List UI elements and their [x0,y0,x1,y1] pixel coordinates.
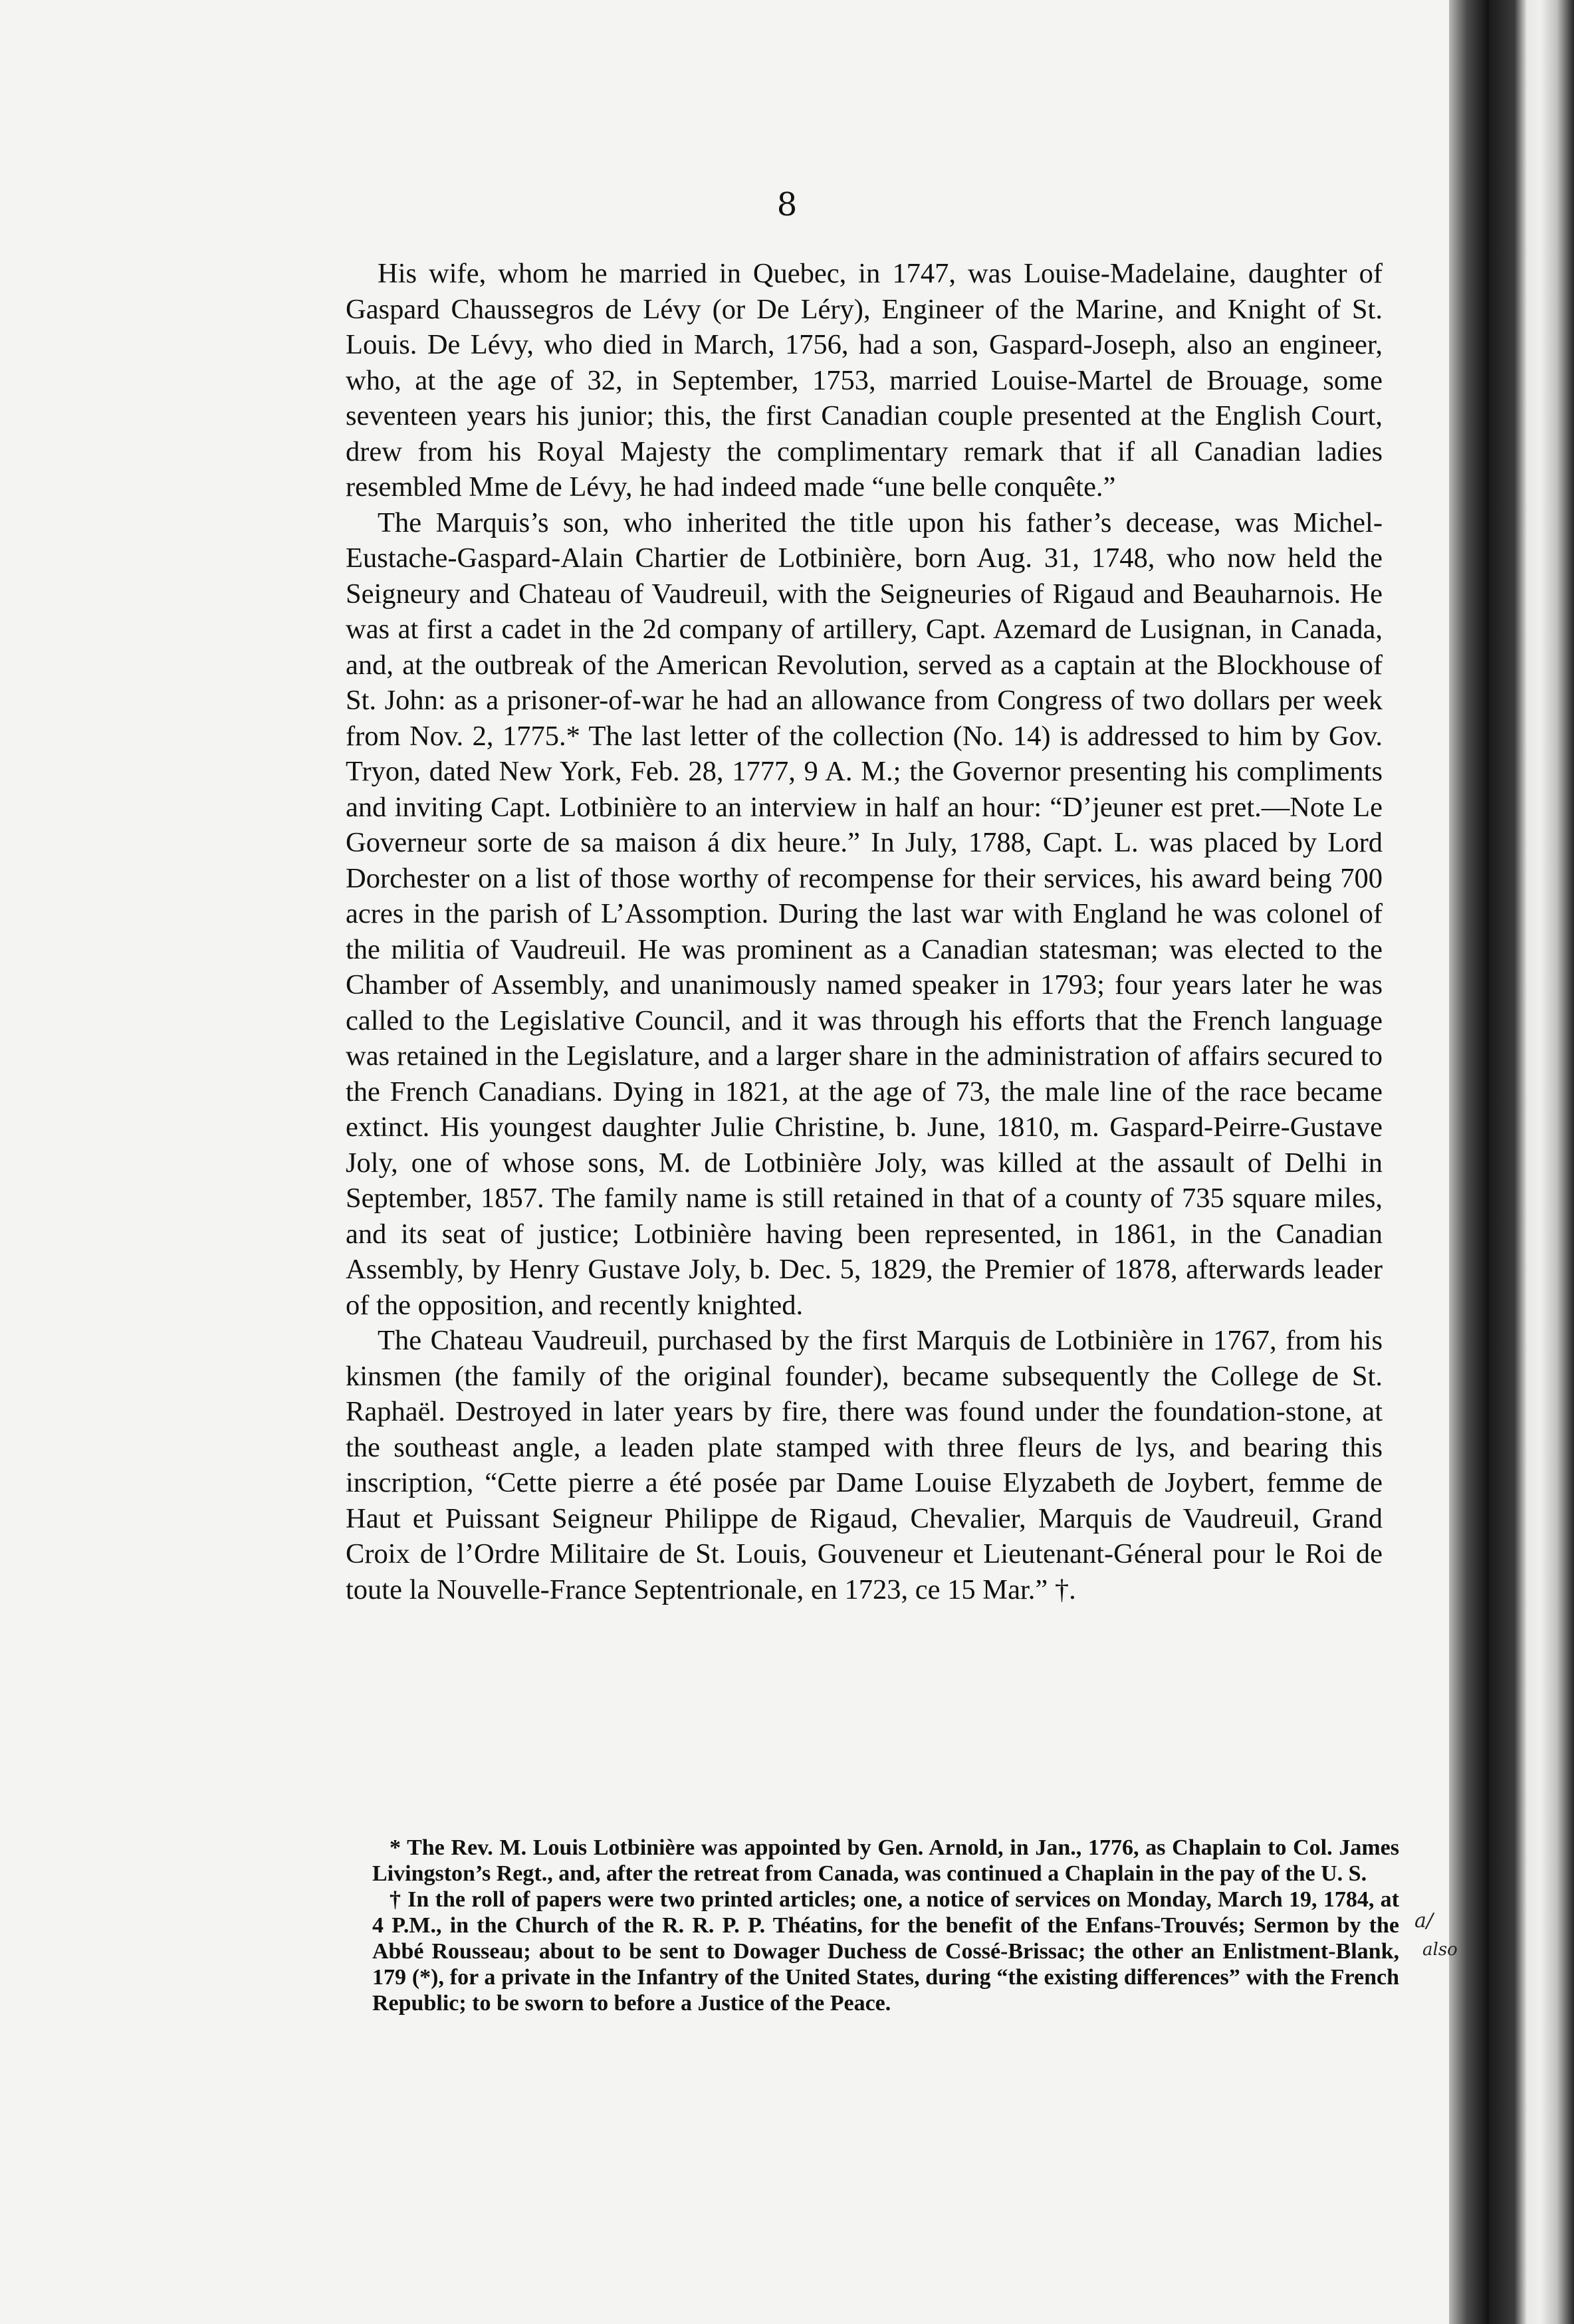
body-text [346,256,1383,1607]
paragraph-2: The Marquis’s son, who inherited the title upon his father’s decease, was Michel-Eustache-Gaspard-Alain Chartier de Lotbinière, born Aug. 31, 1748, who now held the Seigneury and Chateau of Vaudreuil, with the Seigneuries of Rigaud and Beauharnois. He was at first a cadet in the 2d company of artillery, Capt. Azemard de Lusignan, in Canada, and, at the outbreak of the American Revolution, served as a captain at the Blockhouse of St. John: as a prisoner-of-war he had an allowance from Congress of two dollars per week from Nov. 2, 1775.* The last letter of the collection (No. 14) is addressed to him by Gov. Tryon, dated New York, Feb. 28, 1777, 9 A. M.; the Governor presenting his compliments and inviting Capt. Lotbinière to an interview in half an hour: “D’jeuner est pret.—Note Le Governeur sorte de sa maison á dix heure.” In July, 1788, Capt. L. was placed by Lord Dorchester on a list of those worthy of recompense for their services, his award being 700 acres in the parish of L’Assomption. During the last war with England he was colonel of the militia of Vaudreuil. He was prominent as a Canadian statesman; was elected to the Chamber of Assembly, and unanimously named speaker in 1793; four years later he was called to the Legislative Council, and it was through his efforts that the French language was retained in the Legislature, and a larger share in the administration of affairs secured to the French Canadians. Dying in 1821, at the age of 73, the male line of the race became extinct. His youngest daughter Julie Christine, b. June, 1810, m. Gaspard-Peirre-Gustave Joly, one of whose sons, M. de Lotbinière Joly, was killed at the assault of Delhi in September, 1857. The family name is still retained in that of a county of 735 square miles, and its seat of justice; Lotbinière having been represented, in 1861, in the Canadian Assembly, by Henry Gustave Joly, b. Dec. 5, 1829, the Premier of 1878, afterwards leader of the opposition, and recently knighted. [346,507,1383,1321]
margin-note-2: also [1422,1940,1458,1960]
margin-note-1: a/ [1414,1909,1433,1932]
paragraph-3: The Chateau Vaudreuil, purchased by the first Marquis de Lotbinière in 1767, from his kinsmen (the family of the original founder), became subsequently the College de St. Raphaël. Destroyed in later years by fire, there was found under the foundation-stone, at the southeast angle, a leaden plate stamped with three fleurs de lys, and bearing this inscription, “Cette pierre a été posée par Dame Louise Elyzabeth de Joybert, femme de Haut et Puissant Seigneur Philippe de Rigaud, Chevalier, Marquis de Vaudreuil, Grand Croix de l’Ordre Militaire de St. Louis, Gouveneur et Lieutenant-Géneral pour le Roi de toute la Nouvelle-France Septentrionale, en 1723, ce 15 Mar.” †. [346,1325,1383,1605]
footnote-2: † In the roll of papers were two printed articles; one, a notice of services on Monday, March 19, 1784, at 4 P.M., in the Church of the R. R. P. P. Théatins, for the benefit of the Enfans-Trouvés; Sermon by the Abbé Rousseau; about to be sent to Dowager Duchess de Cossé-Brissac; the other an Enlistment-Blank, 179 (*), for a private in the Infantry of the United States, during “the existing differences” with the French Republic; to be sworn to before a Justice of the Peace. [372,1887,1399,2016]
footnote-1: * The Rev. M. Louis Lotbinière was appointed by Gen. Arnold, in Jan., 1776, as Chaplain to Col. James Livingston’s Regt., and, after the retreat from Canada, was continued a Chaplain in the pay of the U. S. [372,1835,1399,1886]
page-number: 8 [776,186,798,223]
next-page-edge [1489,0,1574,2324]
paragraph-1: His wife, whom he married in Quebec, in 1747, was Louise-Madelaine, daughter of Gaspard Chaussegros de Lévy (or De Léry), Engineer of the Marine, and Knight of St. Louis. De Lévy, who died in March, 1756, had a son, Gaspard-Joseph, also an engineer, who, at the age of 32, in September, 1753, married Louise-Martel de Brouage, some seventeen years his junior; this, the first Canadian couple presented at the English Court, drew from his Royal Majesty the complimentary remark that if all Canadian ladies resembled Mme de Lévy, he had indeed made “une belle conquête.” [346,258,1383,503]
footnotes [372,1835,1399,2016]
page-edge-shadow [1449,0,1489,2324]
